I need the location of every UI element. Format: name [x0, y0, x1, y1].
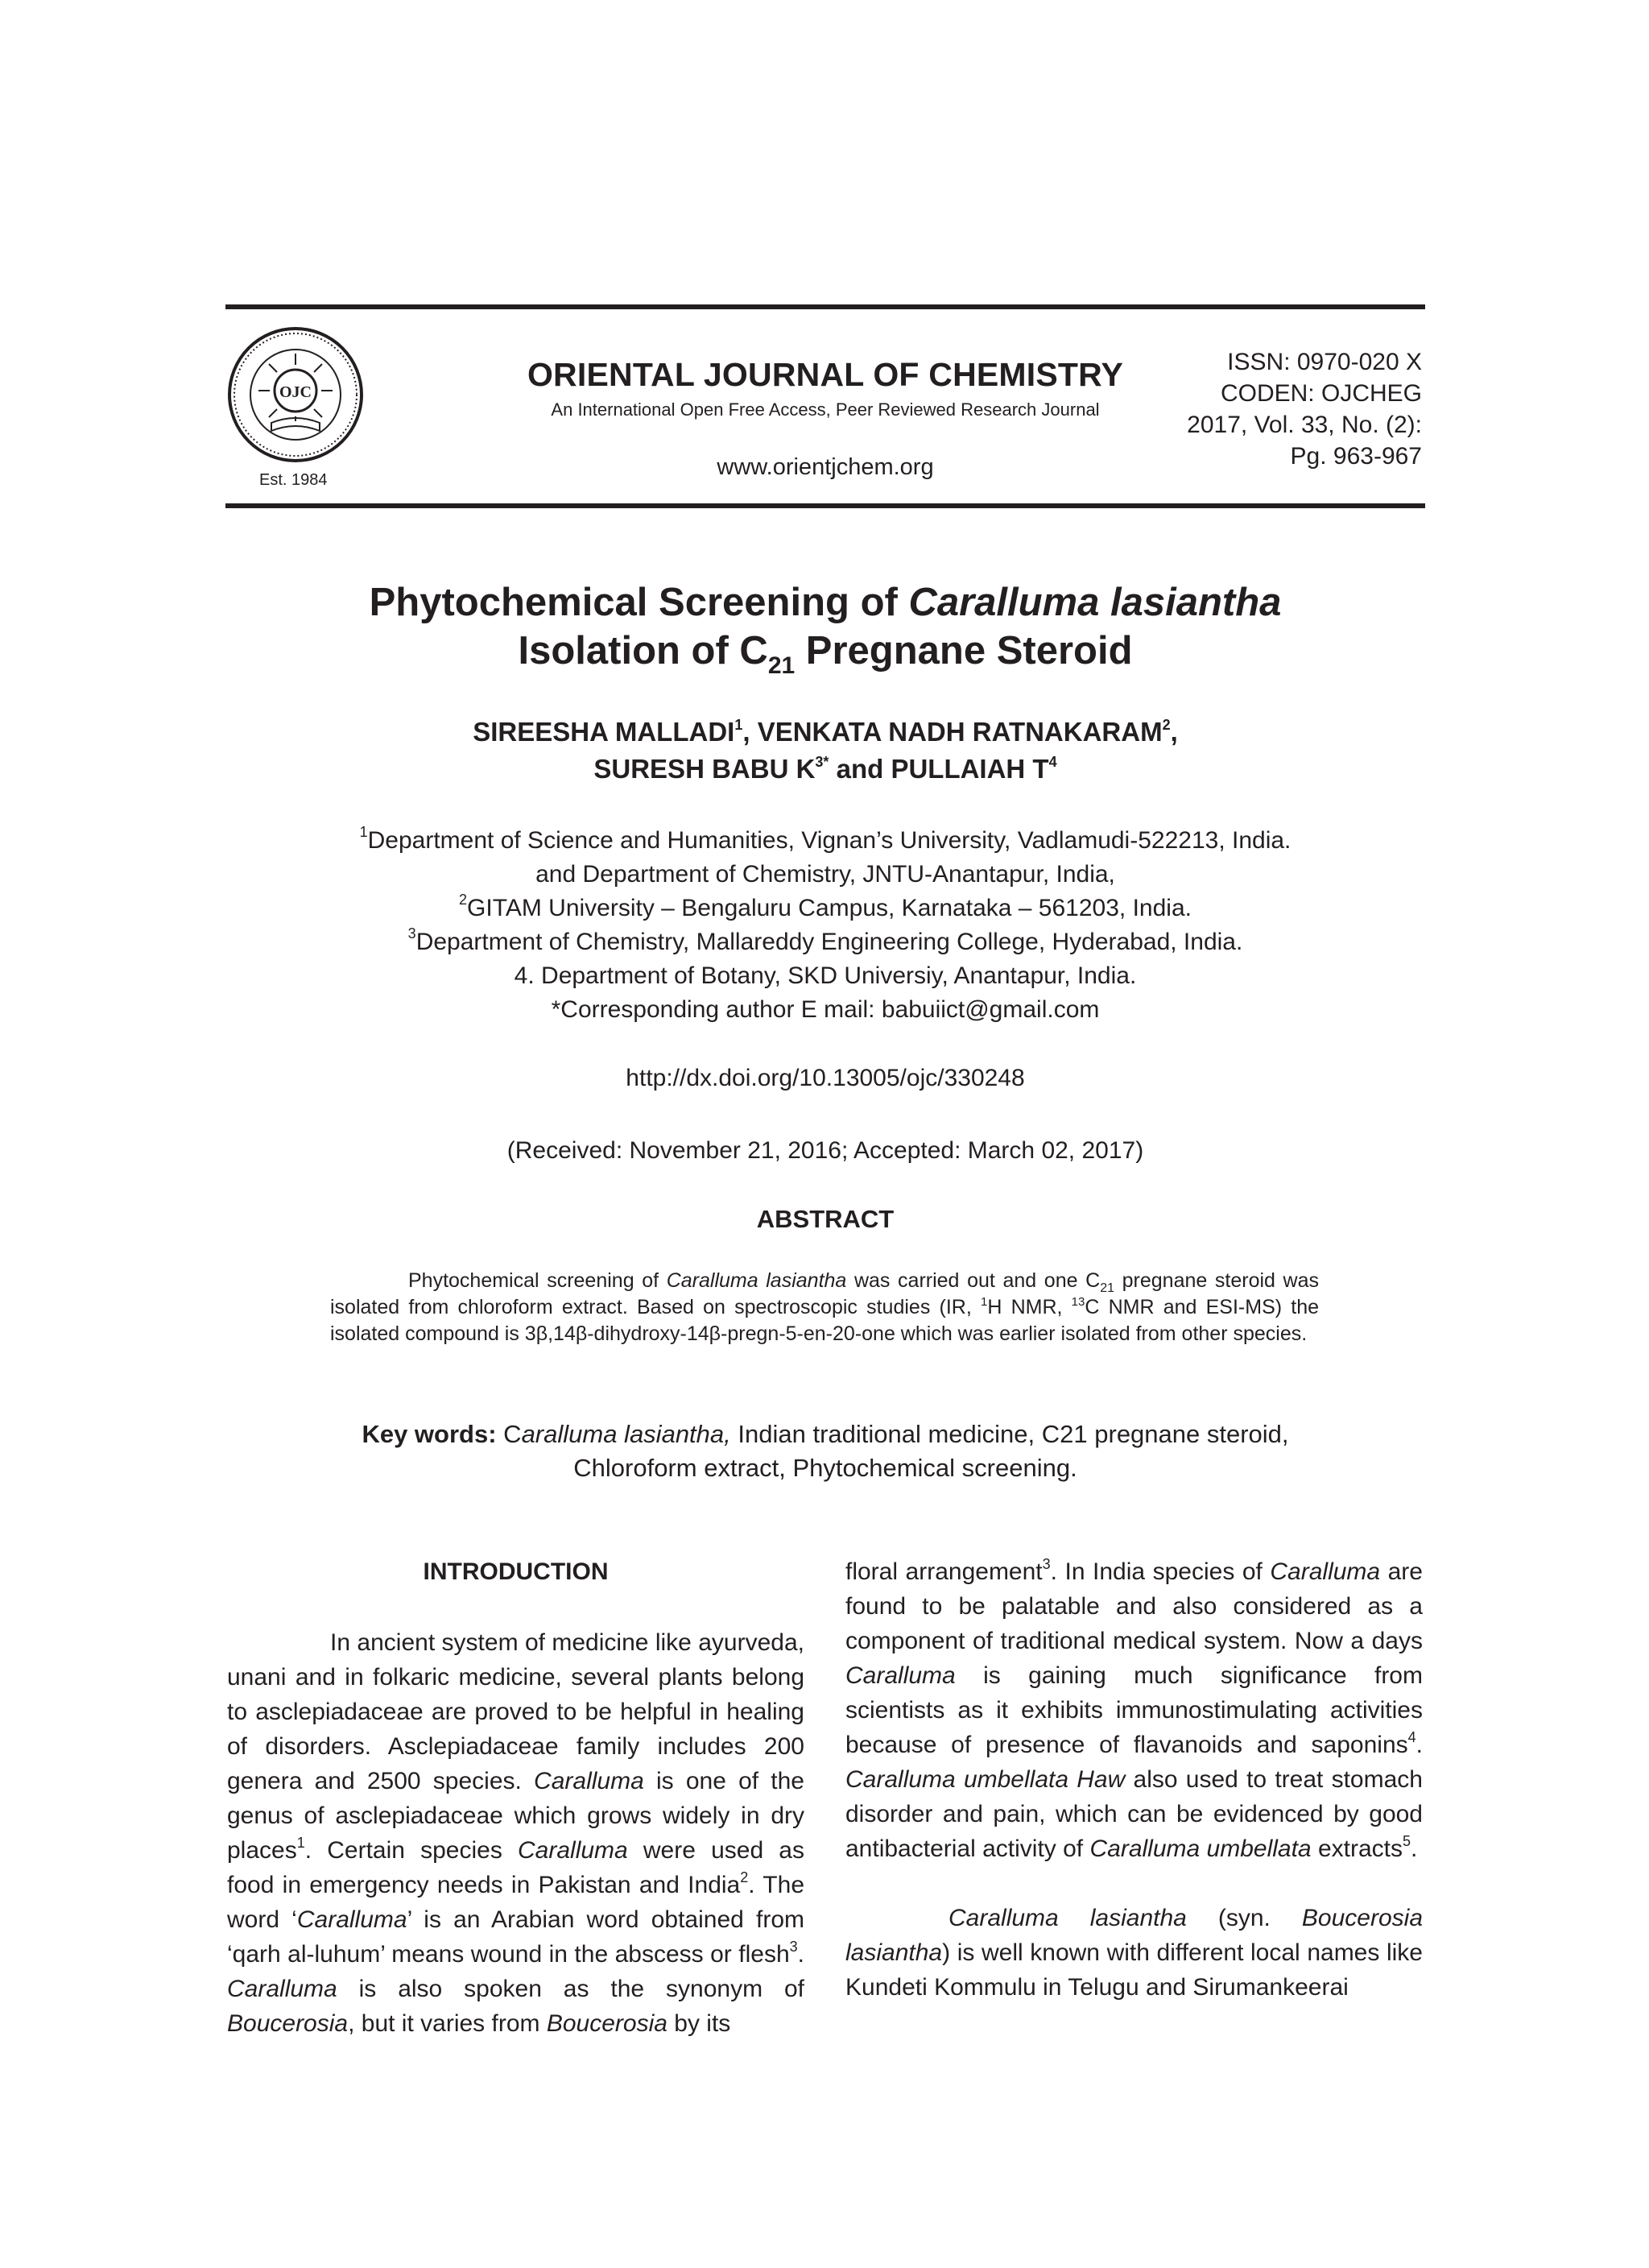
header-bottom-rule — [225, 503, 1425, 508]
author-name: VENKATA NADH RATNAKARAM — [757, 717, 1163, 747]
volume-issue: 2017, Vol. 33, No. (2): — [1187, 412, 1422, 438]
corresponding-author: *Corresponding author E mail: babuiict@gmail.com — [551, 996, 1100, 1023]
species-name: Caralluma lasiantha — [908, 581, 1282, 624]
journal-seal-icon — [227, 326, 364, 463]
keywords-label: Key words: — [362, 1420, 504, 1448]
affiliations — [225, 824, 1425, 1027]
keywords: Key words: Caralluma lasiantha, Indian traditional medicine, C21 pregnane steroid, Chloroform extract, Phytochemical screening. — [362, 1420, 1289, 1482]
svg-text:OJC: OJC — [279, 383, 312, 401]
introduction-paragraph: Caralluma lasiantha (syn. Boucerosia lasiantha) is well known with different local names like Kundeti Kommulu in Telugu and Sirumankeerai — [845, 1905, 1424, 2001]
abstract-body: Phytochemical screening of Caralluma lasiantha was carried out and one $C_{21}$ pregnane steroid was isolated from chloroform extract. Based on spectroscopic studies (IR, $^1$H NMR, $^{13}$C NMR and ESI-MS) the isolated compound is 3β,14β-dihydroxy-14β-pregn-5-en-20-one which was earlier isolated from other species. — [330, 1269, 1320, 1345]
author-name: SIREESHA MALLADI — [473, 717, 735, 747]
introduction-heading: INTRODUCTION — [423, 1558, 609, 1585]
coden: CODEN: OJCHEG — [1220, 380, 1422, 407]
page-range: Pg. 963-967 — [1290, 443, 1422, 470]
affiliation-line: and Department of Chemistry, JNTU-Anantapur, India, — [535, 861, 1115, 888]
article-title: Phytochemical Screening of Caralluma lasiantha Isolation of $C_{21}$ Pregnane Steroid — [369, 581, 1282, 679]
affiliation-line: $^2$GITAM University – Bengaluru Campus, Karnataka – 561203, India. — [459, 892, 1192, 921]
journal-subtitle: An International Open Free Access, Peer Reviewed Research Journal — [551, 399, 1100, 420]
journal-logo — [227, 326, 364, 463]
received-dates: (Received: November 21, 2016; Accepted: March 02, 2017) — [506, 1137, 1144, 1164]
introduction-paragraph: In ancient system of medicine like ayurveda, unani and in folkaric medicine, several plants belong to asclepiadaceae are proved to be helpful in healing of disorders. Asclepiadaceae family includes 200 genera and 2500 species. Caralluma is one of the genus of asclepiadaceae which grows widely in dry places$^1$. Certain species Caralluma were used as food in emergency needs in Pakistan and India$^2$. The word ‘Caralluma’ is an Arabian word obtained from ‘qarh al-luhum’ means wound in the abscess or flesh$^3$. Caralluma is also spoken as the synonym of Boucerosia, but it varies from Boucerosia by its — [227, 1629, 804, 2037]
body-column-right — [845, 1554, 1423, 2005]
affiliation-line: $^1$Department of Science and Humanities, Vignan’s University, Vadlamudi-522213, India. — [359, 824, 1292, 854]
author-list: SIREESHA MALLADI$^1$, VENKATA NADH RATNAKARAM$^2$, SURESH BABU $K^{3*}$ and PULLAIAH $T^4$ — [473, 717, 1178, 784]
journal-meta — [1187, 346, 1422, 472]
issn: ISSN: 0970-020 X — [1227, 349, 1422, 375]
introduction-paragraph-continued: floral arrangement$^3$. In India species of Caralluma are found to be palatable and also considered as a component of traditional medical system. Now a days Caralluma is gaining much significance from scientists as it exhibits immunostimulating activities because of presence of flavanoids and saponins$^4$. Caralluma umbellata Haw also used to treat stomach disorder and pain, which can be evidenced by good antibacterial activity of Caralluma umbellata extracts$^5$. — [845, 1556, 1423, 1862]
journal-website-link[interactable]: www.orientjchem.org — [717, 454, 934, 480]
header-top-rule — [225, 304, 1425, 309]
author-name: SURESH BABU K — [593, 754, 816, 784]
doi-link[interactable]: http://dx.doi.org/10.13005/ojc/330248 — [626, 1065, 1025, 1091]
abstract-heading: ABSTRACT — [756, 1205, 895, 1233]
established-year: Est. 1984 — [259, 471, 328, 489]
journal-name: ORIENTAL JOURNAL OF CHEMISTRY — [527, 356, 1124, 393]
author-name: PULLAIAH T — [891, 754, 1049, 784]
affiliation-line: 4. Department of Botany, SKD Universiy, Anantapur, India. — [514, 962, 1137, 989]
affiliation-line: $^3$Department of Chemistry, Mallareddy Engineering College, Hyderabad, India. — [407, 925, 1243, 955]
body-column-left — [227, 1554, 804, 2041]
